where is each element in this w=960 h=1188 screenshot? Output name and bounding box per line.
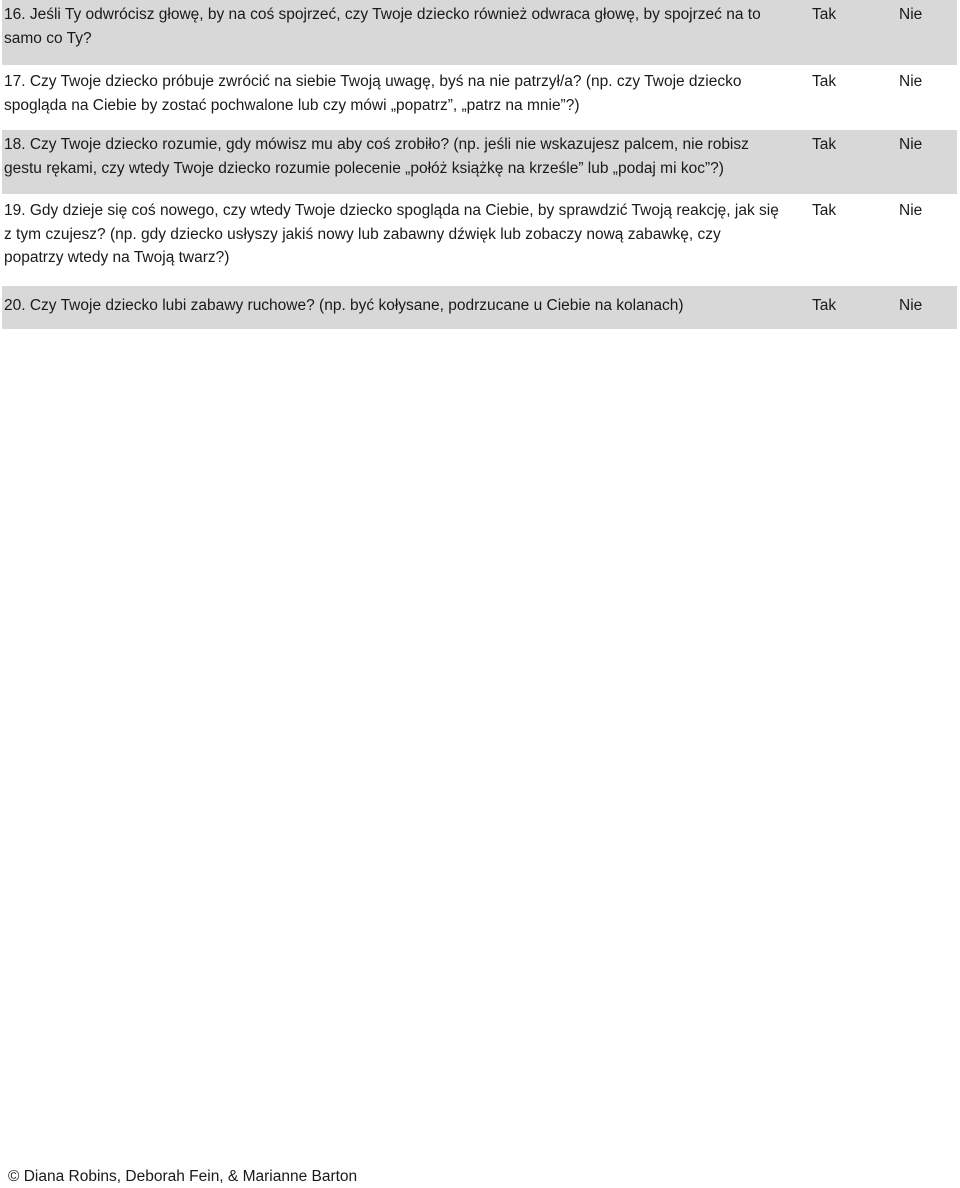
answer-no-19[interactable]: Nie <box>899 202 923 219</box>
question-row-19 <box>2 196 957 286</box>
question-text-19: 19. Gdy dzieje się coś nowego, czy wtedy Twoje dziecko spogląda na Ciebie, by sprawdzić Twoją reakcję, jak się z tym czujesz? (np. gdy dziecko usłyszy jakiś nowy lub zabawny dźwięk lub zobaczy nową zabawkę, czy popatrzy wtedy na Twoją twarz?) <box>4 202 779 266</box>
question-text-20: 20. Czy Twoje dziecko lubi zabawy ruchowe? (np. być kołysane, podrzucane u Ciebie na kolanach) <box>4 297 684 314</box>
answer-yes-20[interactable]: Tak <box>812 297 837 314</box>
answer-yes-18[interactable]: Tak <box>812 136 837 153</box>
answer-yes-16[interactable]: Tak <box>812 6 837 23</box>
question-row-16 <box>2 0 957 67</box>
answer-no-17[interactable]: Nie <box>899 73 923 90</box>
question-row-20 <box>2 286 957 331</box>
question-row-18 <box>2 130 957 196</box>
answer-yes-19[interactable]: Tak <box>812 202 837 219</box>
question-text-17: 17. Czy Twoje dziecko próbuje zwrócić na siebie Twoją uwagę, byś na nie patrzył/a? (np. czy Twoje dziecko spogląda na Ciebie by zostać pochwalone lub czy mówi „popatrz”, „patrz na mnie”?) <box>4 73 742 114</box>
answer-no-20[interactable]: Nie <box>899 297 923 314</box>
questionnaire-table <box>2 0 957 331</box>
copyright-footer: © Diana Robins, Deborah Fein, & Marianne Barton <box>8 1168 358 1185</box>
question-text-18: 18. Czy Twoje dziecko rozumie, gdy mówisz mu aby coś zrobiło? (np. jeśli nie wskazujesz palcem, nie robisz gestu rękami, czy wtedy Twoje dziecko rozumie polecenie „połóż książkę na krześle” lub „podaj mi koc”?) <box>4 136 749 177</box>
answer-no-18[interactable]: Nie <box>899 136 923 153</box>
answer-yes-17[interactable]: Tak <box>812 73 837 90</box>
answer-no-16[interactable]: Nie <box>899 6 923 23</box>
question-row-17 <box>2 67 957 130</box>
question-text-16: 16. Jeśli Ty odwrócisz głowę, by na coś spojrzeć, czy Twoje dziecko również odwraca głowę, by spojrzeć na to samo co Ty? <box>4 6 761 47</box>
